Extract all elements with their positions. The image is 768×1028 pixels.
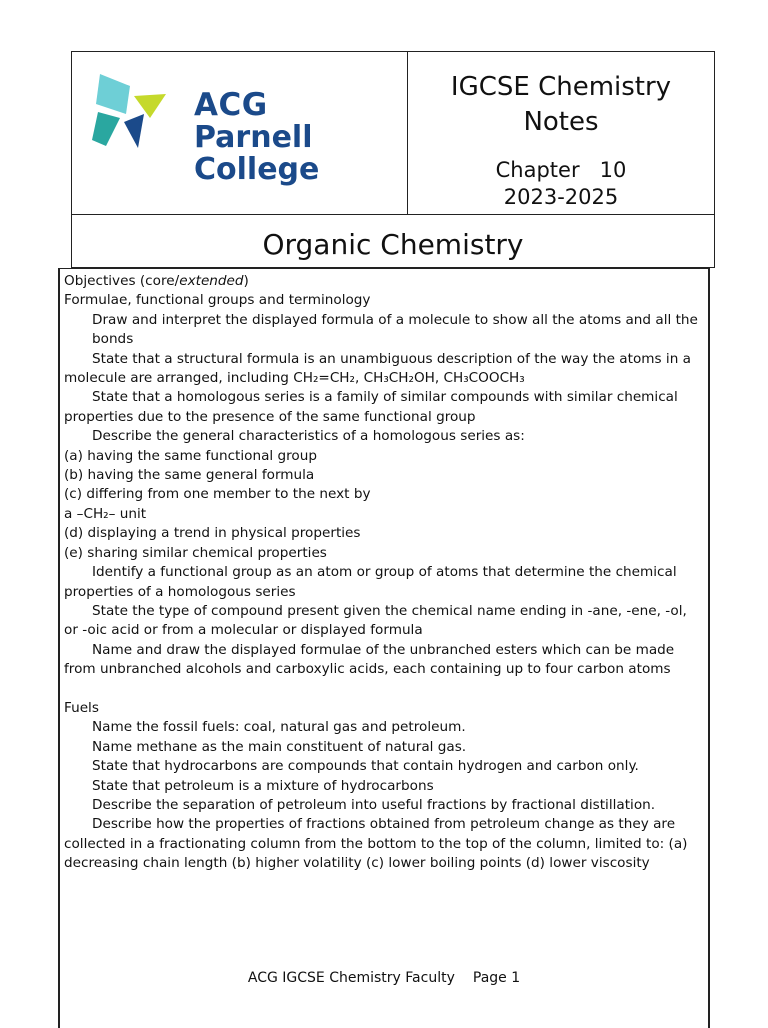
spacer [64, 680, 704, 699]
objective-item: State that hydrocarbons are compounds that contain hydrogen and carbon only. [92, 758, 639, 775]
page-footer [0, 970, 768, 986]
objective-item: Describe the separation of petroleum into useful fractions by fractional distillation. [92, 796, 656, 813]
objective-item: Name methane as the main constituent of natural gas. [92, 738, 467, 755]
objective-item: State that a homologous series is a family of similar compounds with similar chemical properties due to the presence of the same functional group [64, 389, 678, 425]
course-title [408, 70, 714, 140]
logo-mark-icon [90, 74, 190, 154]
objective-item: State that petroleum is a mixture of hydrocarbons [92, 777, 434, 794]
characteristic-a: (a) having the same functional group [64, 447, 317, 464]
objective-item: Name and draw the displayed formulae of the unbranched esters which can be made from unbranched alcohols and carboxylic acids, each containing up to four carbon atoms [64, 641, 675, 678]
characteristic-c: (c) differing from one member to the next by [64, 486, 371, 503]
characteristic-e: (e) sharing similar chemical properties [64, 544, 327, 561]
footer-page-number: Page 1 [472, 970, 521, 986]
characteristic-d: (d) displaying a trend in physical properties [64, 525, 361, 542]
logo-wordmark [194, 88, 400, 186]
header-divider-horizontal [72, 214, 714, 215]
objective-item: Name the fossil fuels: coal, natural gas and petroleum. [92, 719, 466, 736]
chapter-number: Chapter 10 [495, 158, 627, 182]
section-title-fuels: Fuels [64, 699, 99, 716]
characteristic-b: (b) having the same general formula [64, 467, 315, 484]
objective-item: Draw and interpret the displayed formula of a molecule to show all the atoms and all the bonds [92, 311, 698, 348]
course-title-line2: Notes [523, 107, 599, 137]
objective-item: State the type of compound present given the chemical name ending in -ane, -ene, -ol, or -oic acid or from a molecular or displayed formula [64, 602, 687, 639]
header-box [71, 51, 715, 268]
logo-acg-text: ACG [194, 87, 268, 123]
chapter-info [408, 157, 714, 211]
chapter-years: 2023-2025 [503, 185, 619, 209]
course-info [408, 52, 714, 214]
objectives-heading-core: Objectives (core/ [64, 273, 180, 289]
objectives-heading [64, 272, 704, 291]
page-title: Organic Chemistry [262, 228, 524, 261]
objective-item: Describe how the properties of fractions obtained from petroleum change as they are collected in a fractionating column from the bottom to the top of the column, limited to: (a) decreasing chain length (b) higher volatility (c) lower boiling points (d) lower viscosity [64, 816, 688, 872]
logo-college-text: Parnell College [194, 120, 320, 187]
characteristic-c-cont: a –CH₂– unit [64, 505, 147, 522]
objectives-heading-extended: extended [179, 273, 244, 289]
college-logo [90, 74, 400, 187]
objective-item: State that a structural formula is an unambiguous description of the way the atoms in a molecule are arranged, including CH₂=CH₂, CH₃CH₂OH, CH₃COOCH₃ [64, 350, 691, 387]
objectives-heading-close: ) [243, 273, 249, 289]
objective-item: Identify a functional group as an atom or group of atoms that determine the chemical properties of a homologous series [64, 564, 677, 600]
footer-faculty: ACG IGCSE Chemistry Faculty [247, 970, 455, 986]
objectives-content [64, 272, 704, 874]
section-title-formulae: Formulae, functional groups and terminology [64, 292, 371, 309]
course-title-line1: IGCSE Chemistry [450, 72, 672, 102]
objective-item: Describe the general characteristics of a homologous series as: [92, 428, 525, 445]
